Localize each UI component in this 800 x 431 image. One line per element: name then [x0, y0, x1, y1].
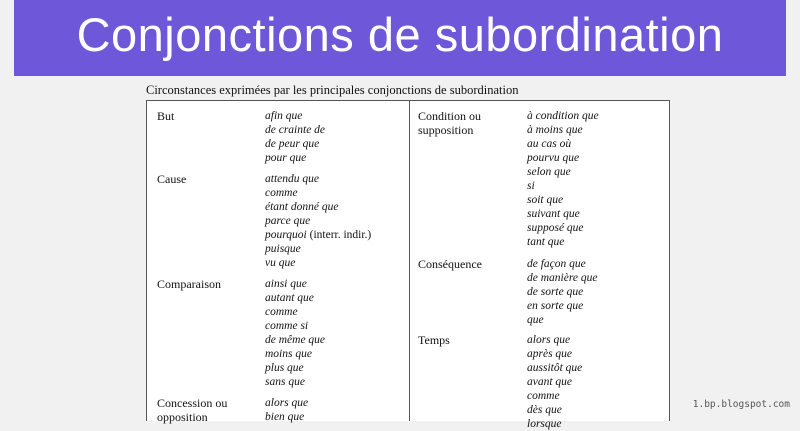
- list-item: à moins que: [527, 124, 583, 136]
- list-item: au cas où: [527, 138, 572, 150]
- list-item: attendu que: [265, 173, 319, 185]
- page-title: Conjonctions de subordination: [76, 7, 724, 61]
- category-comparaison: [157, 277, 326, 388]
- list-item: en sorte que: [527, 300, 584, 312]
- list-item: après que: [527, 348, 573, 360]
- category-consequence: [418, 257, 598, 326]
- conjunction-list: [265, 396, 308, 424]
- list-item: aussitôt que: [527, 362, 583, 374]
- list-item: de manière que: [527, 272, 598, 284]
- list-item: ainsi que: [265, 278, 307, 290]
- category-temps: [418, 333, 583, 430]
- category-concession: [157, 396, 309, 424]
- category-name: Temps: [418, 333, 450, 347]
- list-item: de crainte de: [265, 124, 326, 136]
- list-item: lorsque: [527, 418, 562, 430]
- list-item: suivant que: [527, 208, 580, 220]
- conjunction-list: [265, 277, 325, 389]
- list-item: comme: [265, 187, 298, 199]
- category-name: Comparaison: [157, 277, 221, 291]
- list-item: bien que: [265, 411, 305, 423]
- list-item: puisque: [265, 243, 301, 255]
- list-item: de même que: [265, 334, 326, 346]
- column-divider: [409, 101, 410, 421]
- category-name: Condition ou supposition: [418, 109, 482, 137]
- list-item: comme si: [265, 320, 309, 332]
- list-item: avant que: [527, 376, 573, 388]
- conjunction-list: [265, 172, 371, 270]
- list-item: comme: [265, 306, 298, 318]
- list-item-text: pourquoi: [265, 229, 307, 241]
- list-item: selon que: [527, 166, 571, 178]
- category-cause: [157, 172, 372, 269]
- title-banner: [14, 0, 786, 76]
- list-item: soit que: [527, 194, 564, 206]
- list-item: tant que: [527, 236, 565, 248]
- list-item: dès que: [527, 404, 562, 416]
- category-name: But: [157, 109, 175, 123]
- table-caption: Circonstances exprimées par les principales conjonctions de subordination: [146, 83, 519, 97]
- list-item: de façon que: [527, 258, 586, 270]
- list-item: pour que: [265, 152, 307, 164]
- conjunction-list: [527, 109, 599, 249]
- list-item: moins que: [265, 348, 312, 360]
- list-item: [265, 228, 371, 242]
- list-item: si: [527, 180, 535, 192]
- list-item: de sorte que: [527, 286, 584, 298]
- source-watermark: 1.bp.blogspot.com: [692, 399, 790, 410]
- conjunction-list: [527, 333, 582, 431]
- conjunctions-table: [146, 100, 670, 430]
- list-item: comme: [527, 390, 560, 402]
- category-name: Concession ou opposition: [157, 396, 228, 424]
- list-item: plus que: [265, 362, 304, 374]
- category-but: [157, 109, 326, 164]
- list-item: supposé que: [527, 222, 584, 234]
- list-item: à condition que: [527, 110, 599, 122]
- list-item: étant donné que: [265, 201, 339, 213]
- list-item: parce que: [265, 215, 311, 227]
- list-item: pourvu que: [527, 152, 580, 164]
- list-item: alors que: [265, 397, 309, 409]
- conjunction-list: [265, 109, 325, 165]
- list-item: vu que: [265, 257, 296, 269]
- category-name: Cause: [157, 172, 187, 186]
- list-item-note: (interr. indir.): [309, 229, 372, 241]
- category-name: Conséquence: [418, 257, 482, 271]
- list-item: sans que: [265, 376, 305, 388]
- list-item: afin que: [265, 110, 303, 122]
- category-condition: [418, 109, 599, 248]
- list-item: de peur que: [265, 138, 320, 150]
- list-item: que: [527, 314, 544, 326]
- conjunction-list: [527, 257, 597, 327]
- list-item: alors que: [527, 334, 571, 346]
- list-item: autant que: [265, 292, 314, 304]
